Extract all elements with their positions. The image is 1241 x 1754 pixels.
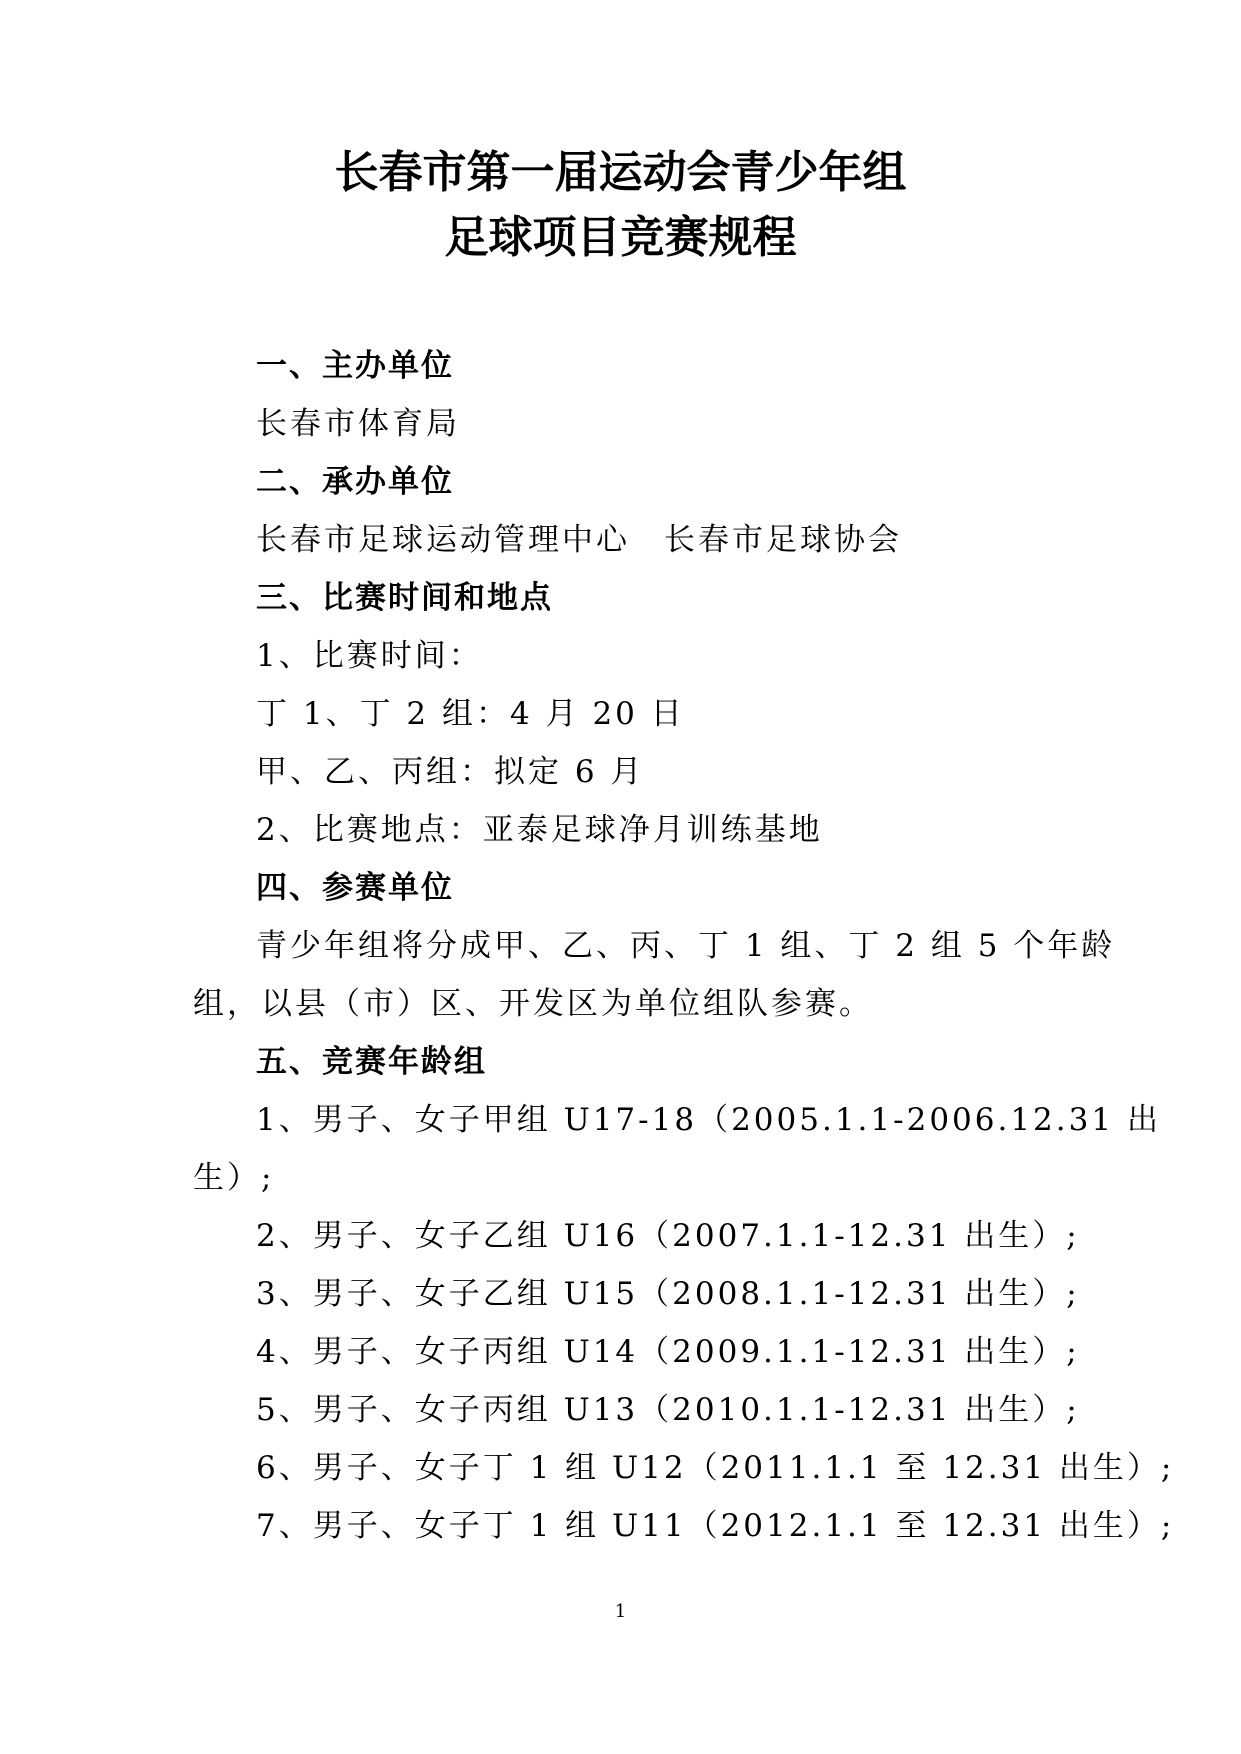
age-group-line: 生）; bbox=[193, 1160, 275, 1196]
participants-line: 组，以县（市）区、开发区为单位组队参赛。 bbox=[193, 986, 873, 1022]
age-group-line: 1、男子、女子甲组 U17-18（2005.1.1-2006.12.31 出 bbox=[256, 1102, 1161, 1138]
time-place-line: 2、比赛地点：亚泰足球净月训练基地 bbox=[256, 812, 823, 848]
age-group-line: 4、男子、女子丙组 U14（2009.1.1-12.31 出生）; bbox=[256, 1334, 1080, 1370]
section-heading-host: 二、承办单位 bbox=[256, 464, 454, 500]
time-place-line: 1、比赛时间： bbox=[256, 638, 483, 674]
section-heading-participants: 四、参赛单位 bbox=[256, 870, 454, 906]
age-group-line: 6、男子、女子丁 1 组 U12（2011.1.1 至 12.31 出生）; bbox=[256, 1450, 1175, 1486]
participants-line: 青少年组将分成甲、乙、丙、丁 1 组、丁 2 组 5 个年龄 bbox=[256, 928, 1116, 964]
section-heading-time-place: 三、比赛时间和地点 bbox=[256, 580, 553, 616]
time-place-line: 甲、乙、丙组：拟定 6 月 bbox=[256, 754, 645, 790]
section-heading-age-groups: 五、竞赛年龄组 bbox=[256, 1044, 487, 1080]
time-place-line: 丁 1、丁 2 组：4 月 20 日 bbox=[256, 696, 685, 732]
host-text: 长春市足球运动管理中心 长春市足球协会 bbox=[256, 522, 902, 558]
age-group-line: 3、男子、女子乙组 U15（2008.1.1-12.31 出生）; bbox=[256, 1276, 1080, 1312]
age-group-line: 2、男子、女子乙组 U16（2007.1.1-12.31 出生）; bbox=[256, 1218, 1080, 1254]
section-heading-organizer: 一、主办单位 bbox=[256, 348, 454, 384]
age-group-line: 5、男子、女子丙组 U13（2010.1.1-12.31 出生）; bbox=[256, 1392, 1080, 1428]
document-title-line-1: 长春市第一届运动会青少年组 bbox=[334, 147, 907, 198]
age-group-line: 7、男子、女子丁 1 组 U11（2012.1.1 至 12.31 出生）; bbox=[256, 1508, 1175, 1544]
page-number: 1 bbox=[614, 1601, 627, 1622]
organizer-text: 长春市体育局 bbox=[256, 406, 460, 442]
document-title-line-2: 足球项目竞赛规程 bbox=[444, 212, 797, 263]
